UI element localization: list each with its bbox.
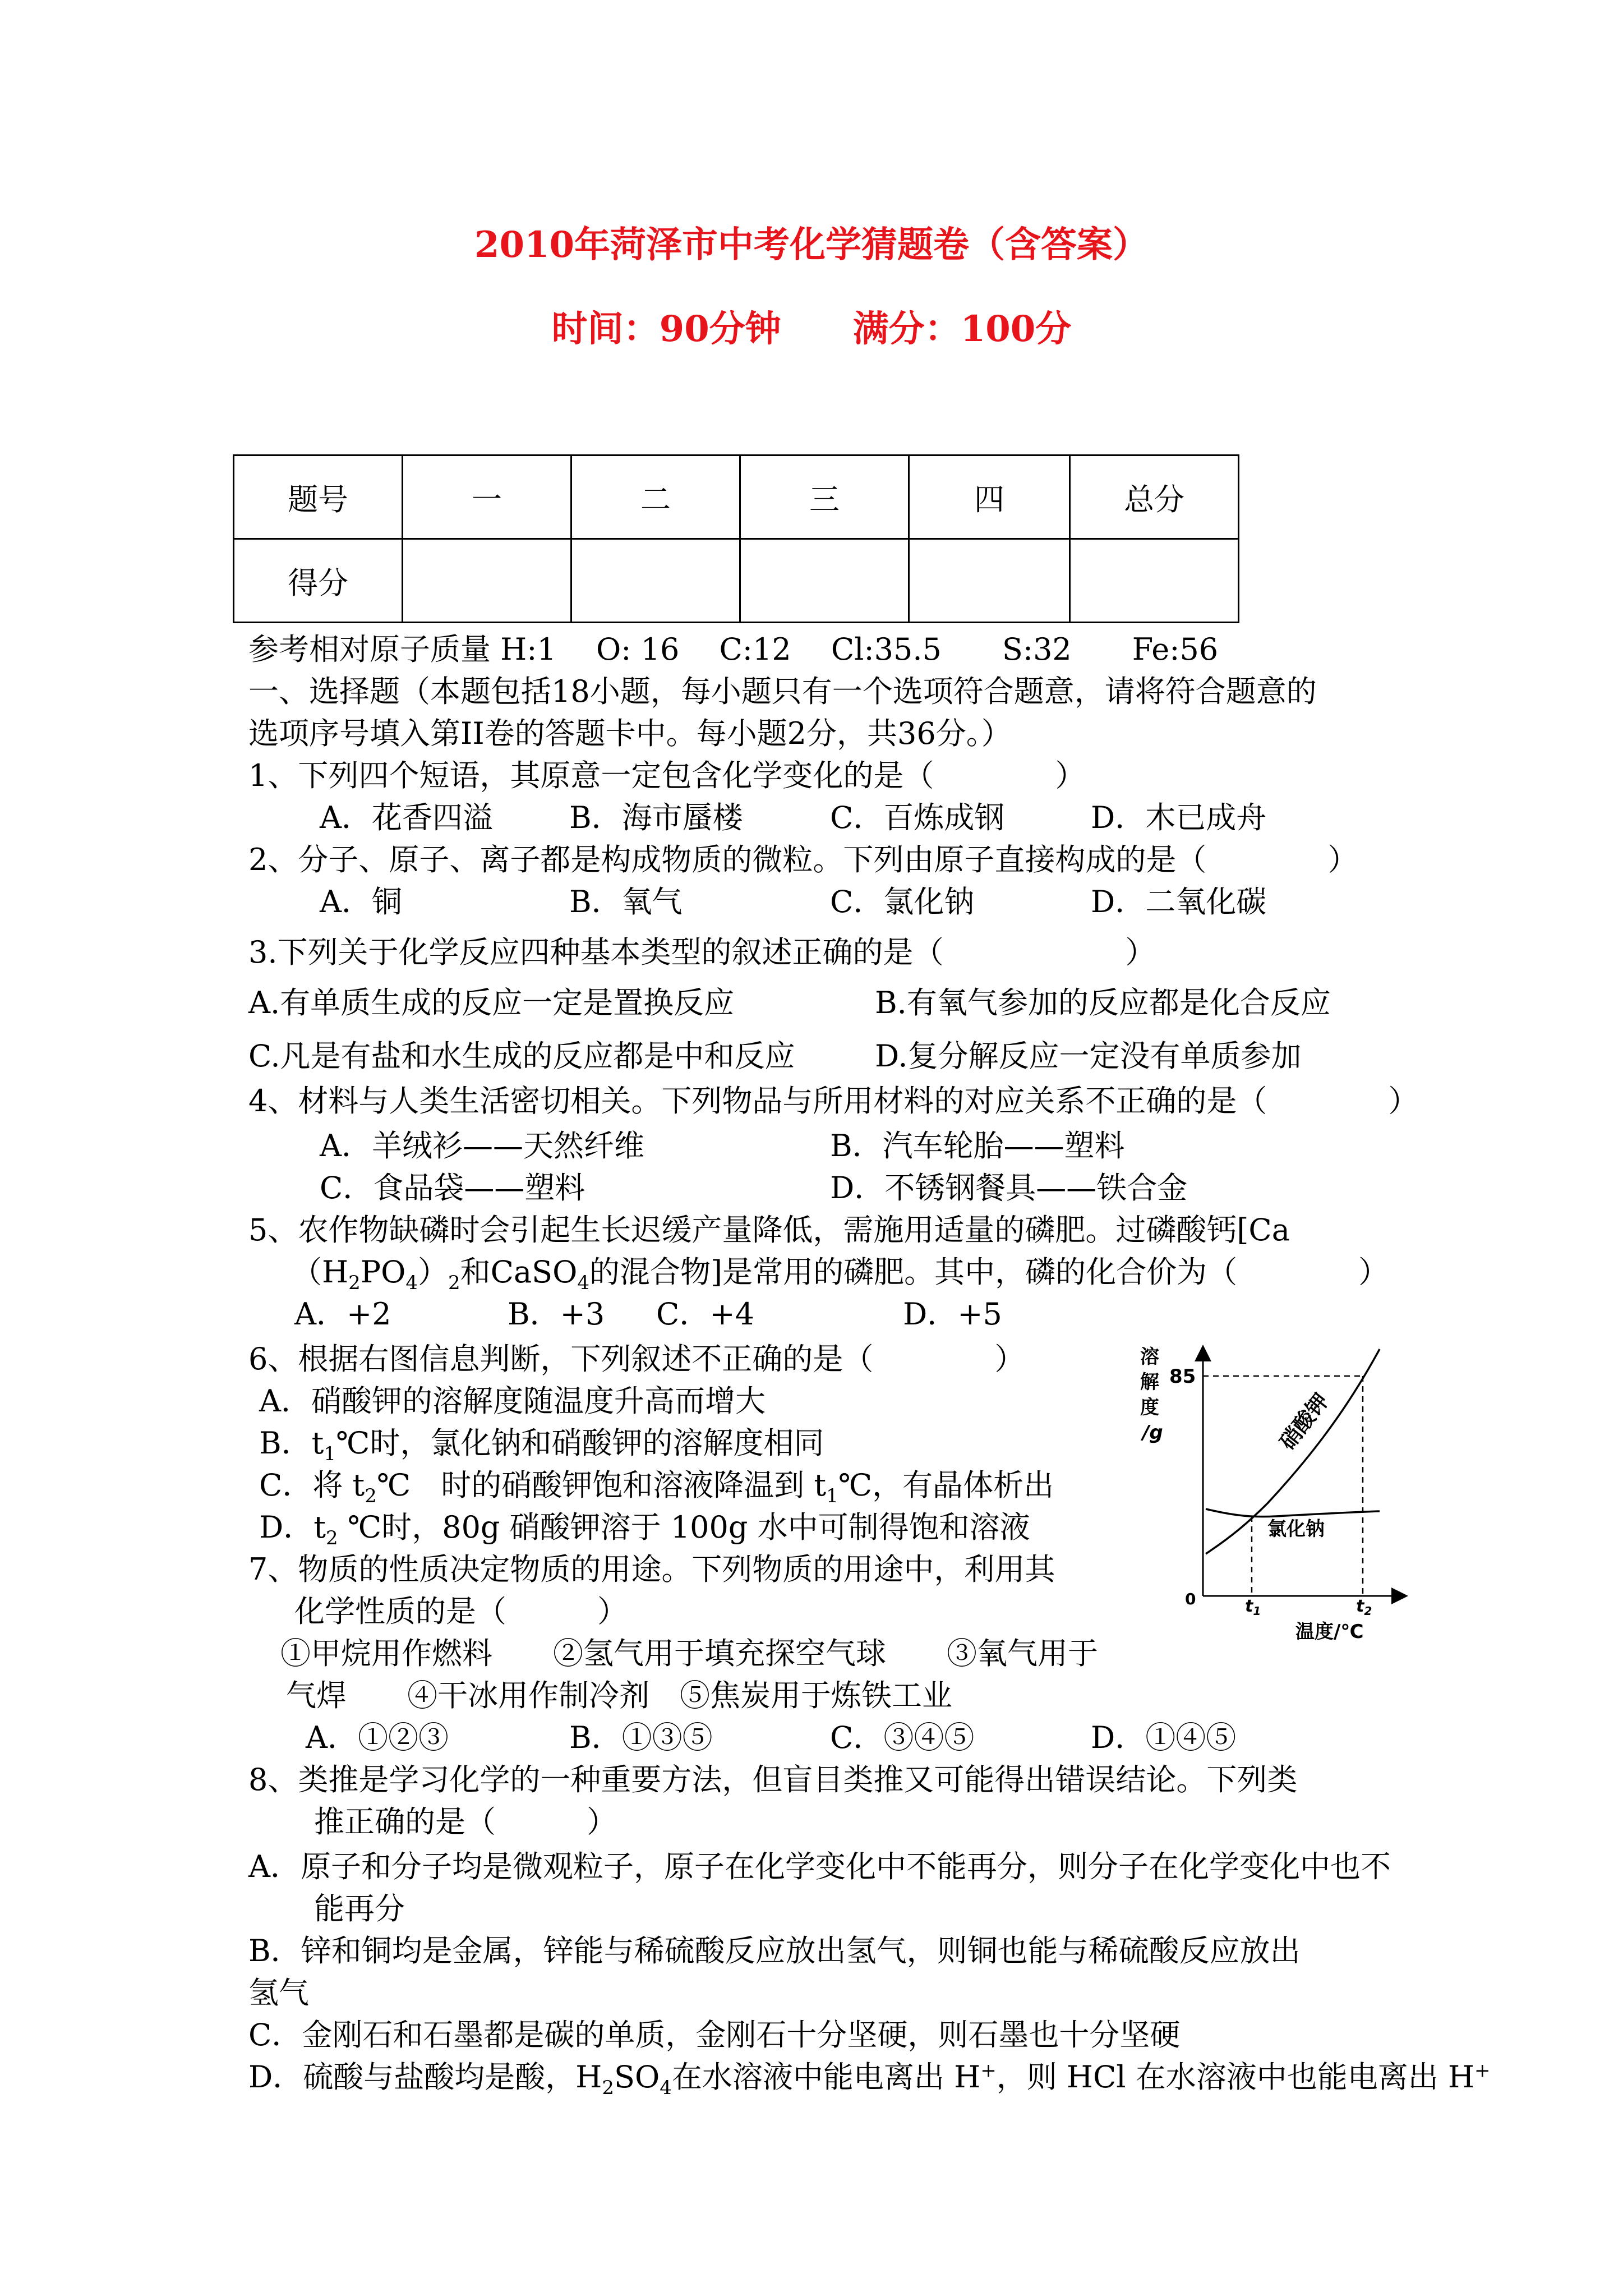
- t1-label: [1245, 1596, 1261, 1618]
- q6-option-b: [259, 1425, 824, 1465]
- text-span: （H: [292, 1254, 349, 1290]
- text-span: ℃时，氯化钠和硝酸钾的溶解度相同: [336, 1425, 824, 1461]
- text-span: ℃ 时的硝酸钾饱和溶液降温到 t: [376, 1467, 827, 1503]
- q2-option-a: A．铜: [320, 884, 402, 919]
- q7-option-a: A．①②③: [306, 1720, 449, 1755]
- score-input-cell[interactable]: [1070, 539, 1239, 623]
- q7-items-line2: 气焊 ④干冰用作制冷剂 ⑤焦炭用于炼铁工业: [286, 1678, 952, 1713]
- score-input-cell[interactable]: [571, 539, 740, 623]
- q7-stem-line1: 7、物质的性质决定物质的用途。下列物质的用途中，利用其: [248, 1552, 1055, 1587]
- subscript: 1: [324, 1442, 336, 1465]
- q3-option-b: B.有氧气参加的反应都是化合反应: [875, 985, 1331, 1020]
- q8-option-d: [248, 2059, 1491, 2099]
- subscript: 2: [348, 1271, 361, 1294]
- score-input-cell[interactable]: [403, 539, 571, 623]
- subscript: 4: [577, 1271, 590, 1294]
- section-intro-line1: 一、选择题（本题包括18小题，每小题只有一个选项符合题意，请将符合题意的: [248, 674, 1317, 709]
- q4-option-a: A．羊绒衫——天然纤维: [320, 1128, 644, 1163]
- superscript: +: [980, 2059, 997, 2082]
- q6-option-d: [259, 1509, 1030, 1549]
- q7-items-line1: ①甲烷用作燃料 ②氢气用于填充探空气球 ③氧气用于: [280, 1636, 1098, 1671]
- q4-stem: 4、材料与人类生活密切相关。下列物品与所用材料的对应关系不正确的是（ ）: [248, 1083, 1419, 1119]
- nacl-label: 氯化钠: [1267, 1518, 1325, 1540]
- q1-option-d: D．木已成舟: [1091, 800, 1267, 835]
- text-span: 和CaSO: [460, 1254, 578, 1290]
- table-cell: 一: [403, 455, 571, 539]
- table-cell: 四: [909, 455, 1070, 539]
- text-span: D．t: [259, 1510, 326, 1545]
- q5-option-d: D．+5: [903, 1296, 1002, 1332]
- score-input-cell[interactable]: [909, 539, 1070, 623]
- q1-stem: 1、下列四个短语，其原意一定包含化学变化的是（ ）: [248, 758, 1086, 793]
- nacl-curve: [1206, 1509, 1380, 1517]
- q6-option-a: A．硝酸钾的溶解度随温度升高而增大: [259, 1383, 766, 1419]
- q3-option-a: A.有单质生成的反应一定是置换反应: [248, 985, 735, 1020]
- atomic-mass-line: 参考相对原子质量 H:1 O: 16 C:12 Cl:35.5 S:32 Fe:56: [248, 632, 1219, 667]
- subscript: 2: [602, 2076, 615, 2099]
- x-axis-label: 温度/℃: [1295, 1621, 1364, 1643]
- subscript: 2: [448, 1271, 460, 1294]
- text-span: ℃时，80g 硝酸钾溶于 100g 水中可制得饱和溶液: [338, 1510, 1030, 1545]
- text-span: ℃，有晶体析出: [838, 1467, 1054, 1503]
- q7-option-d: D．①④⑤: [1091, 1720, 1237, 1755]
- q2-option-b: B．氧气: [569, 884, 683, 919]
- q1-option-a: A．花香四溢: [320, 800, 493, 835]
- text-span: ）: [417, 1254, 448, 1290]
- q5-option-c: C．+4: [656, 1296, 754, 1332]
- q3-option-c: C.凡是有盐和水生成的反应都是中和反应: [248, 1038, 795, 1074]
- page-title: 2010年菏泽市中考化学猜题卷（含答案）: [474, 224, 1149, 266]
- subscript: 2: [326, 1526, 338, 1549]
- q5-option-b: B．+3: [508, 1296, 605, 1332]
- table-cell: 题号: [234, 455, 403, 539]
- subscript: 2: [1364, 1604, 1372, 1618]
- text-span: PO: [360, 1254, 406, 1290]
- q8-option-b-line1: B．锌和铜均是金属，锌能与稀硫酸反应放出氢气，则铜也能与稀硫酸反应放出: [248, 1933, 1301, 1968]
- q8-option-c: C．金刚石和石墨都是碳的单质，金刚石十分坚硬，则石墨也十分坚硬: [248, 2017, 1181, 2053]
- subscript: 4: [405, 1271, 418, 1294]
- text-span: B．t: [259, 1425, 324, 1461]
- table-cell: 总分: [1070, 455, 1239, 539]
- y-label-char-3: 度: [1140, 1396, 1159, 1419]
- subscript: 1: [826, 1484, 838, 1507]
- q5-stem-line2: [292, 1254, 1389, 1294]
- q8-stem-line1: 8、类推是学习化学的一种重要方法，但盲目类推又可能得出错误结论。下列类: [248, 1762, 1298, 1797]
- q5-stem-line1: 5、农作物缺磷时会引起生长迟缓产量降低，需施用适量的磷肥。过磷酸钙[Ca: [248, 1212, 1290, 1248]
- q7-option-b: B．①③⑤: [569, 1720, 713, 1755]
- text-span: D．硫酸与盐酸均是酸，H: [248, 2059, 602, 2095]
- table-cell: 二: [571, 455, 740, 539]
- q8-option-a-line2: 能再分: [314, 1891, 405, 1926]
- q8-option-a-line1: A．原子和分子均是微观粒子，原子在化学变化中不能再分，则分子在化学变化中也不: [248, 1849, 1391, 1884]
- text-span: 的混合物]是常用的磷肥。其中，磷的化合价为（ ）: [589, 1254, 1389, 1290]
- subscript: 2: [365, 1484, 377, 1507]
- q8-option-b-line2: 氢气: [248, 1975, 309, 2010]
- kno3-label: 硝酸钾: [1274, 1388, 1334, 1455]
- section-intro-line2: 选项序号填入第II卷的答题卡中。每小题2分，共36分。）: [248, 716, 1012, 751]
- text-span: SO: [614, 2059, 660, 2095]
- q3-stem: 3.下列关于化学反应四种基本类型的叙述正确的是（ ）: [248, 935, 1156, 970]
- q1-option-c: C．百炼成钢: [830, 800, 1005, 835]
- text-span: 在水溶液中能电离出 H: [671, 2059, 981, 2095]
- q1-option-b: B．海市蜃楼: [569, 800, 743, 835]
- text-span: t: [1356, 1596, 1364, 1616]
- score-table: [233, 454, 1239, 623]
- subscript: 4: [660, 2076, 672, 2099]
- q2-stem: 2、分子、原子、离子都是构成物质的微粒。下列由原子直接构成的是（ ）: [248, 842, 1358, 877]
- y-label-char-1: 溶: [1140, 1346, 1159, 1368]
- q4-option-d: D．不锈钢餐具——铁合金: [830, 1170, 1188, 1205]
- text-span: t: [1245, 1596, 1253, 1616]
- q4-option-b: B．汽车轮胎——塑料: [830, 1128, 1125, 1163]
- table-cell: 得分: [234, 539, 403, 623]
- subscript: 1: [1253, 1604, 1261, 1618]
- superscript: +: [1474, 2059, 1491, 2082]
- score-table-header-row: [234, 455, 1239, 539]
- page-subtitle: 时间：90分钟 满分：100分: [551, 308, 1072, 350]
- q2-option-d: D．二氧化碳: [1091, 884, 1267, 919]
- t2-label: [1356, 1596, 1372, 1618]
- y-label-char-2: 解: [1140, 1371, 1159, 1393]
- q7-option-c: C．③④⑤: [830, 1720, 975, 1755]
- text-span: C．将 t: [259, 1467, 365, 1503]
- q6-stem: 6、根据右图信息判断，下列叙述不正确的是（ ）: [248, 1341, 1025, 1377]
- y-label-unit: /g: [1142, 1421, 1163, 1444]
- text-span: ，则 HCl 在水溶液中也能电离出 H: [996, 2059, 1474, 2095]
- y-value-85: 85: [1169, 1365, 1196, 1388]
- q5-option-a: A．+2: [294, 1296, 391, 1332]
- q2-option-c: C．氯化钠: [830, 884, 975, 919]
- origin-label: 0: [1185, 1590, 1196, 1608]
- q7-stem-line2: 化学性质的是（ ）: [294, 1594, 628, 1629]
- table-cell: 三: [740, 455, 909, 539]
- solubility-graph: [1124, 1338, 1410, 1652]
- q8-stem-line2: 推正确的是（ ）: [314, 1804, 617, 1839]
- score-input-cell[interactable]: [740, 539, 909, 623]
- score-table-score-row: [234, 539, 1239, 623]
- q6-option-c: [259, 1467, 1054, 1507]
- q3-option-d: D.复分解反应一定没有单质参加: [875, 1038, 1302, 1074]
- q4-option-c: C．食品袋——塑料: [320, 1170, 585, 1205]
